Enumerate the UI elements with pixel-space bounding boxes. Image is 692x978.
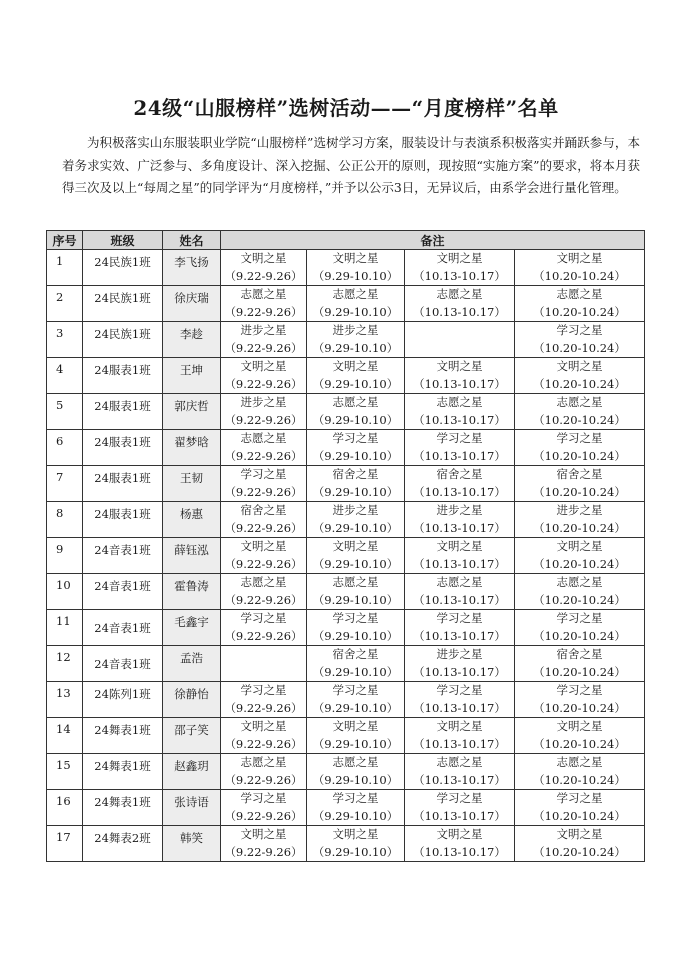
row-note-cell — [405, 718, 515, 754]
row-index: 5 — [47, 394, 83, 430]
row-note-cell — [515, 646, 645, 682]
note-title: 宿舍之星 — [332, 647, 379, 661]
note-date-range: （10.20-10.24） — [533, 376, 626, 391]
row-note-cell — [405, 358, 515, 394]
header-class: 班级 — [83, 231, 163, 250]
note-title: 志愿之星 — [436, 575, 483, 589]
note-title: 进步之星 — [332, 503, 379, 517]
note-title: 学习之星 — [556, 683, 603, 697]
note-date-range: （10.20-10.24） — [533, 628, 626, 643]
note-title: 宿舍之星 — [240, 503, 287, 517]
row-note-cell — [221, 646, 307, 682]
note-title: 宿舍之星 — [556, 467, 603, 481]
row-note-cell — [405, 826, 515, 862]
row-name: 赵鑫玥 — [163, 754, 221, 790]
table-row — [47, 322, 645, 358]
row-note-cell — [405, 430, 515, 466]
note-title: 志愿之星 — [332, 575, 379, 589]
note-title: 进步之星 — [332, 323, 379, 337]
row-note-cell — [515, 790, 645, 826]
row-class: 24服表1班 — [83, 502, 163, 538]
row-index: 17 — [47, 826, 83, 862]
note-date-range: （9.22-9.26） — [224, 736, 303, 751]
row-note-cell — [515, 466, 645, 502]
row-note-cell — [221, 790, 307, 826]
note-title: 文明之星 — [332, 251, 379, 265]
row-note-cell — [405, 538, 515, 574]
note-title: 进步之星 — [240, 323, 287, 337]
note-title: 志愿之星 — [240, 431, 287, 445]
row-note-cell — [221, 574, 307, 610]
note-date-range: （10.13-10.17） — [413, 628, 506, 643]
row-note-cell — [405, 754, 515, 790]
row-name: 孟浩 — [163, 646, 221, 682]
note-date-range: （9.29-10.10） — [312, 448, 399, 463]
note-date-range: （10.13-10.17） — [413, 412, 506, 427]
row-note-cell — [221, 358, 307, 394]
row-note-cell — [307, 466, 405, 502]
row-index: 16 — [47, 790, 83, 826]
note-date-range: （10.20-10.24） — [533, 268, 626, 283]
row-class: 24服表1班 — [83, 466, 163, 502]
row-name: 薛钰泓 — [163, 538, 221, 574]
row-class: 24舞表1班 — [83, 790, 163, 826]
row-note-cell — [405, 574, 515, 610]
row-note-cell — [405, 286, 515, 322]
note-title: 文明之星 — [332, 827, 379, 841]
row-note-cell — [221, 394, 307, 430]
note-title: 志愿之星 — [332, 755, 379, 769]
row-note-cell — [405, 502, 515, 538]
table-row — [47, 610, 645, 646]
row-class: 24服表1班 — [83, 394, 163, 430]
table-header-row — [47, 231, 645, 250]
row-name: 李趁 — [163, 322, 221, 358]
note-title: 志愿之星 — [436, 287, 483, 301]
row-class: 24民族1班 — [83, 250, 163, 286]
note-title: 学习之星 — [436, 431, 483, 445]
note-date-range: （10.13-10.17） — [413, 844, 506, 859]
note-date-range: （10.13-10.17） — [413, 808, 506, 823]
note-title: 文明之星 — [556, 539, 603, 553]
note-title: 文明之星 — [556, 251, 603, 265]
row-note-cell — [405, 610, 515, 646]
row-index: 8 — [47, 502, 83, 538]
note-title: 学习之星 — [240, 791, 287, 805]
row-note-cell — [515, 394, 645, 430]
note-title: 学习之星 — [556, 323, 603, 337]
note-date-range: （9.29-10.10） — [312, 376, 399, 391]
table-row — [47, 826, 645, 862]
note-date-range: （9.29-10.10） — [312, 304, 399, 319]
row-note-cell — [221, 610, 307, 646]
note-date-range: （10.20-10.24） — [533, 520, 626, 535]
note-date-range: （9.29-10.10） — [312, 628, 399, 643]
note-title: 志愿之星 — [332, 287, 379, 301]
note-date-range: （9.22-9.26） — [224, 520, 303, 535]
note-title: 进步之星 — [240, 395, 287, 409]
row-note-cell — [221, 718, 307, 754]
row-class: 24音表1班 — [83, 574, 163, 610]
row-index: 14 — [47, 718, 83, 754]
note-title: 文明之星 — [436, 539, 483, 553]
note-title: 文明之星 — [436, 251, 483, 265]
row-note-cell — [307, 610, 405, 646]
row-index: 6 — [47, 430, 83, 466]
row-name: 杨惠 — [163, 502, 221, 538]
row-class: 24服表1班 — [83, 358, 163, 394]
note-title: 学习之星 — [332, 611, 379, 625]
table-row — [47, 502, 645, 538]
row-name: 李飞扬 — [163, 250, 221, 286]
note-date-range: （9.29-10.10） — [312, 556, 399, 571]
row-class: 24舞表1班 — [83, 754, 163, 790]
note-date-range: （9.22-9.26） — [224, 628, 303, 643]
intro-paragraph: 为积极落实山东服装职业学院“山服榜样”选树学习方案，服装设计与表演系积极落实并踊跃参与，本着务求实效、广泛参与、多角度设计、深入挖掘、公正公开的原则，现按照“实施方案”的要求，将本月获得三次及以上“每周之星”的同学评为“月度榜样，”并予以公示3日，无异议后，由系学会进行量化管理。 — [62, 135, 640, 195]
row-note-cell — [307, 646, 405, 682]
note-date-range: （10.13-10.17） — [413, 376, 506, 391]
note-title: 文明之星 — [332, 359, 379, 373]
note-title: 宿舍之星 — [436, 467, 483, 481]
note-date-range: （9.22-9.26） — [224, 340, 303, 355]
row-index: 11 — [47, 610, 83, 646]
row-note-cell — [515, 718, 645, 754]
note-title: 学习之星 — [332, 791, 379, 805]
header-notes: 备注 — [221, 231, 645, 250]
row-note-cell — [405, 322, 515, 358]
row-note-cell — [221, 538, 307, 574]
row-note-cell — [515, 754, 645, 790]
row-name: 王坤 — [163, 358, 221, 394]
note-date-range: （9.22-9.26） — [224, 844, 303, 859]
row-index: 12 — [47, 646, 83, 682]
note-date-range: （9.29-10.10） — [312, 592, 399, 607]
row-name: 霍鲁涛 — [163, 574, 221, 610]
note-date-range: （10.13-10.17） — [413, 556, 506, 571]
row-note-cell — [221, 466, 307, 502]
note-date-range: （10.13-10.17） — [413, 592, 506, 607]
row-index: 7 — [47, 466, 83, 502]
row-index: 13 — [47, 682, 83, 718]
row-class: 24陈列1班 — [83, 682, 163, 718]
note-date-range: （9.29-10.10） — [312, 340, 399, 355]
table-row — [47, 538, 645, 574]
row-note-cell — [515, 322, 645, 358]
note-title: 志愿之星 — [436, 395, 483, 409]
table-row — [47, 394, 645, 430]
note-title: 文明之星 — [436, 359, 483, 373]
table-row — [47, 430, 645, 466]
row-index: 2 — [47, 286, 83, 322]
note-title: 文明之星 — [436, 719, 483, 733]
table-row — [47, 682, 645, 718]
table-row — [47, 286, 645, 322]
note-title: 学习之星 — [240, 467, 287, 481]
note-title: 进步之星 — [436, 503, 483, 517]
note-title: 文明之星 — [556, 827, 603, 841]
row-note-cell — [221, 286, 307, 322]
note-date-range: （9.22-9.26） — [224, 772, 303, 787]
row-name: 郭庆哲 — [163, 394, 221, 430]
row-note-cell — [307, 574, 405, 610]
note-date-range: （9.29-10.10） — [312, 412, 399, 427]
note-title: 志愿之星 — [332, 395, 379, 409]
note-date-range: （10.20-10.24） — [533, 556, 626, 571]
note-date-range: （9.22-9.26） — [224, 376, 303, 391]
note-date-range: （10.20-10.24） — [533, 736, 626, 751]
note-date-range: （10.20-10.24） — [533, 844, 626, 859]
row-note-cell — [515, 610, 645, 646]
note-title: 志愿之星 — [556, 755, 603, 769]
note-date-range: （10.20-10.24） — [533, 592, 626, 607]
note-date-range: （10.20-10.24） — [533, 448, 626, 463]
row-note-cell — [405, 682, 515, 718]
note-title: 进步之星 — [436, 647, 483, 661]
note-title: 文明之星 — [436, 827, 483, 841]
row-note-cell — [307, 754, 405, 790]
table-row — [47, 250, 645, 286]
row-note-cell — [307, 286, 405, 322]
row-index: 15 — [47, 754, 83, 790]
note-date-range: （9.29-10.10） — [312, 520, 399, 535]
note-title: 进步之星 — [556, 503, 603, 517]
document-title: 24级“山服榜样”选树活动——“月度榜样”名单 — [133, 96, 559, 120]
note-date-range: （10.20-10.24） — [533, 700, 626, 715]
row-note-cell — [515, 430, 645, 466]
row-name: 邵子笑 — [163, 718, 221, 754]
note-date-range: （10.13-10.17） — [413, 664, 506, 679]
row-note-cell — [221, 430, 307, 466]
row-note-cell — [515, 250, 645, 286]
table-row — [47, 646, 645, 682]
note-date-range: （9.22-9.26） — [224, 448, 303, 463]
note-date-range: （9.22-9.26） — [224, 412, 303, 427]
row-note-cell — [307, 718, 405, 754]
row-name: 徐庆瑞 — [163, 286, 221, 322]
row-name: 毛鑫宇 — [163, 610, 221, 646]
note-date-range: （9.29-10.10） — [312, 772, 399, 787]
table-row — [47, 754, 645, 790]
note-date-range: （9.22-9.26） — [224, 808, 303, 823]
header-index: 序号 — [47, 231, 83, 250]
table-row — [47, 358, 645, 394]
note-date-range: （9.22-9.26） — [224, 592, 303, 607]
note-title: 文明之星 — [240, 251, 287, 265]
note-date-range: （10.13-10.17） — [413, 268, 506, 283]
note-title: 文明之星 — [240, 719, 287, 733]
row-note-cell — [515, 826, 645, 862]
row-name: 张诗语 — [163, 790, 221, 826]
note-date-range: （9.22-9.26） — [224, 268, 303, 283]
note-date-range: （10.13-10.17） — [413, 304, 506, 319]
note-date-range: （9.29-10.10） — [312, 268, 399, 283]
row-index: 9 — [47, 538, 83, 574]
row-note-cell — [307, 538, 405, 574]
table-row — [47, 466, 645, 502]
note-date-range: （10.13-10.17） — [413, 484, 506, 499]
note-title: 文明之星 — [556, 359, 603, 373]
note-date-range: （9.29-10.10） — [312, 664, 399, 679]
row-note-cell — [515, 574, 645, 610]
table-row — [47, 574, 645, 610]
note-title: 志愿之星 — [240, 575, 287, 589]
row-class: 24舞表1班 — [83, 718, 163, 754]
note-title: 志愿之星 — [240, 287, 287, 301]
note-title: 学习之星 — [240, 683, 287, 697]
note-title: 学习之星 — [436, 683, 483, 697]
row-note-cell — [307, 394, 405, 430]
row-note-cell — [405, 466, 515, 502]
note-date-range: （10.20-10.24） — [533, 772, 626, 787]
note-title: 学习之星 — [332, 431, 379, 445]
row-class: 24民族1班 — [83, 322, 163, 358]
note-title: 志愿之星 — [556, 395, 603, 409]
row-note-cell — [307, 790, 405, 826]
row-name: 徐静怡 — [163, 682, 221, 718]
note-date-range: （10.13-10.17） — [413, 700, 506, 715]
note-date-range: （10.13-10.17） — [413, 772, 506, 787]
row-note-cell — [221, 754, 307, 790]
row-note-cell — [405, 646, 515, 682]
row-note-cell — [515, 286, 645, 322]
row-note-cell — [307, 502, 405, 538]
note-title: 学习之星 — [240, 611, 287, 625]
row-note-cell — [307, 826, 405, 862]
row-index: 1 — [47, 250, 83, 286]
note-date-range: （9.22-9.26） — [224, 700, 303, 715]
row-index: 10 — [47, 574, 83, 610]
note-title: 学习之星 — [556, 791, 603, 805]
note-title: 志愿之星 — [556, 575, 603, 589]
table-row — [47, 790, 645, 826]
note-date-range: （9.22-9.26） — [224, 484, 303, 499]
note-title: 志愿之星 — [556, 287, 603, 301]
note-title: 学习之星 — [332, 683, 379, 697]
note-date-range: （10.20-10.24） — [533, 340, 626, 355]
note-date-range: （10.20-10.24） — [533, 808, 626, 823]
row-name: 翟梦晗 — [163, 430, 221, 466]
note-title: 文明之星 — [240, 539, 287, 553]
row-note-cell — [221, 322, 307, 358]
note-title: 宿舍之星 — [332, 467, 379, 481]
row-note-cell — [221, 250, 307, 286]
note-title: 学习之星 — [436, 611, 483, 625]
row-note-cell — [221, 502, 307, 538]
row-note-cell — [307, 430, 405, 466]
note-date-range: （9.22-9.26） — [224, 556, 303, 571]
row-note-cell — [515, 358, 645, 394]
note-date-range: （9.29-10.10） — [312, 700, 399, 715]
row-note-cell — [307, 322, 405, 358]
row-note-cell — [307, 358, 405, 394]
note-date-range: （9.22-9.26） — [224, 304, 303, 319]
row-class: 24音表1班 — [83, 646, 163, 682]
row-class: 24舞表2班 — [83, 826, 163, 862]
honor-roll-table — [46, 230, 645, 862]
note-title: 学习之星 — [436, 791, 483, 805]
row-class: 24音表1班 — [83, 610, 163, 646]
row-note-cell — [515, 682, 645, 718]
row-note-cell — [221, 826, 307, 862]
note-title: 文明之星 — [332, 719, 379, 733]
note-title: 文明之星 — [240, 827, 287, 841]
note-title: 文明之星 — [332, 539, 379, 553]
note-title: 学习之星 — [556, 611, 603, 625]
row-note-cell — [221, 682, 307, 718]
note-date-range: （10.20-10.24） — [533, 484, 626, 499]
row-class: 24民族1班 — [83, 286, 163, 322]
row-class: 24服表1班 — [83, 430, 163, 466]
note-date-range: （9.29-10.10） — [312, 844, 399, 859]
note-date-range: （10.20-10.24） — [533, 664, 626, 679]
row-index: 4 — [47, 358, 83, 394]
note-date-range: （10.13-10.17） — [413, 520, 506, 535]
note-date-range: （9.29-10.10） — [312, 808, 399, 823]
note-title: 文明之星 — [556, 719, 603, 733]
row-note-cell — [405, 394, 515, 430]
note-title: 志愿之星 — [240, 755, 287, 769]
row-note-cell — [515, 538, 645, 574]
row-note-cell — [515, 502, 645, 538]
row-note-cell — [405, 250, 515, 286]
row-note-cell — [307, 250, 405, 286]
note-date-range: （10.20-10.24） — [533, 412, 626, 427]
note-date-range: （10.20-10.24） — [533, 304, 626, 319]
header-name: 姓名 — [163, 231, 221, 250]
note-date-range: （9.29-10.10） — [312, 484, 399, 499]
note-date-range: （9.29-10.10） — [312, 736, 399, 751]
note-title: 宿舍之星 — [556, 647, 603, 661]
note-date-range: （10.13-10.17） — [413, 448, 506, 463]
row-name: 韩笑 — [163, 826, 221, 862]
note-title: 学习之星 — [556, 431, 603, 445]
note-date-range: （10.13-10.17） — [413, 736, 506, 751]
row-class: 24音表1班 — [83, 538, 163, 574]
row-index: 3 — [47, 322, 83, 358]
table-row — [47, 718, 645, 754]
row-note-cell — [307, 682, 405, 718]
row-note-cell — [405, 790, 515, 826]
row-name: 王韧 — [163, 466, 221, 502]
note-title: 文明之星 — [240, 359, 287, 373]
note-title: 志愿之星 — [436, 755, 483, 769]
